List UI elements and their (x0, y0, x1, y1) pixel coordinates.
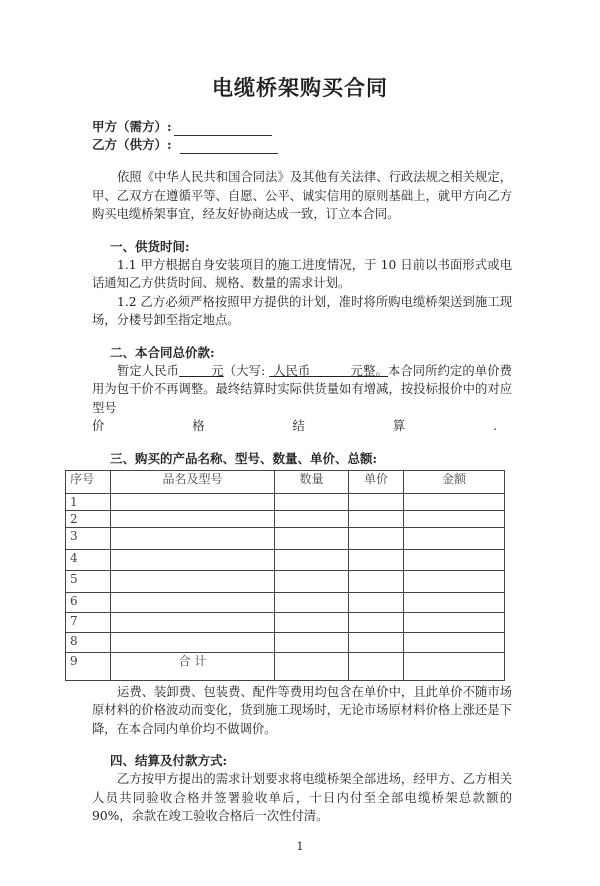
cell-quantity (275, 592, 349, 612)
section-2-spread-line: 价 格 结 算 . (92, 419, 497, 433)
amount-blank: 元 (179, 363, 224, 378)
cell-quantity (275, 549, 349, 570)
section-2-heading: 二、本合同总价款: (110, 344, 215, 360)
table-row (66, 652, 505, 680)
header-unit-price: 单价 (349, 470, 404, 493)
cell-index: 4 (66, 549, 111, 570)
section-3-note: 运费、装卸费、包装费、配件等费用均包含在单价中，且此单价不随市场原材料的价格波动而变化，货到施工现场时，无论市场原材料价格上涨还是下降，在本合同内单价均不做调价。 (92, 684, 512, 736)
cell-unit-price (349, 510, 404, 527)
document-title: 电缆桥架购买合同 (212, 76, 388, 100)
page-number: 1 (296, 840, 304, 853)
cell-amount (404, 549, 505, 570)
cell-name-model (111, 632, 275, 652)
cell-unit-price (349, 527, 404, 549)
cell-name-model (111, 510, 275, 527)
table-row (66, 549, 505, 570)
header-quantity: 数量 (275, 470, 349, 493)
cell-amount (404, 612, 505, 632)
cell-index: 8 (66, 632, 111, 652)
table-row (66, 570, 505, 592)
cell-unit-price (349, 592, 404, 612)
cell-unit-price (349, 493, 404, 510)
cell-unit-price (349, 632, 404, 652)
party-a-line (92, 118, 512, 136)
section-2-paragraph: 暂定人民币 元（大写: 人民币 元整。本合同所约定的单价费用为包干价不再调整。最终结算时实际供货量如有增减，按投标报价中的对应型号 (92, 363, 512, 415)
intro-paragraph: 依照《中华人民共和国合同法》及其他有关法律、行政法规之相关规定，甲、乙双方在遵循平等、自愿、公平、诚实信用的原则基础上，就甲方向乙方购买电缆桥架事宜，经友好协商达成一致，订立本合同。 (92, 170, 512, 221)
party-a-label: 甲方（需方）: (92, 119, 172, 134)
cell-amount (404, 652, 505, 680)
cell-amount (404, 592, 505, 612)
cell-name-model (111, 612, 275, 632)
cell-amount (404, 493, 505, 510)
section-4-paragraph: 乙方按甲方提出的需求计划要求将电缆桥架全部进场，经甲方、乙方相关人员共同验收合格并签署验收单后，十日内付至全部电缆桥架总款额的 90%，余款在竣工验收合格后一次性付清。 (92, 772, 512, 823)
amount-words-blank: 人民币 元整。 (269, 363, 388, 378)
section-1-clause-2: 1.2 乙方必须严格按照甲方提供的计划，准时将所购电缆桥架送到施工现场，分楼号卸至指定地点。 (92, 294, 512, 327)
section-4-heading: 四、结算及付款方式: (110, 753, 228, 768)
cell-index: 2 (66, 510, 111, 527)
cell-name-model (111, 592, 275, 612)
cell-amount (404, 510, 505, 527)
party-b-line (92, 136, 512, 154)
cell-amount (404, 632, 505, 652)
table-row (66, 592, 505, 612)
section-3-heading: 三、购买的产品名称、型号、数量、单价、总额: (110, 450, 378, 466)
table-row (66, 493, 505, 510)
party-b-label: 乙方（供方）: (92, 137, 172, 152)
table-row (66, 510, 505, 527)
cell-index: 5 (66, 570, 111, 592)
cell-unit-price (349, 652, 404, 680)
cell-name-model: 合 计 (111, 652, 275, 680)
cell-unit-price (349, 570, 404, 592)
cell-quantity (275, 493, 349, 510)
cell-quantity (275, 652, 349, 680)
party-a-blank (174, 123, 272, 136)
table-row (66, 632, 505, 652)
cell-amount (404, 570, 505, 592)
cell-index: 7 (66, 612, 111, 632)
section-1-clause-1: 1.1 甲方根据自身安装项目的施工进度情况，于 10 日前以书面形式或电话通知乙方供货时间、规格、数量的需求计划。 (92, 257, 512, 290)
cell-unit-price (349, 612, 404, 632)
document-body (70, 0, 512, 886)
product-table (65, 470, 505, 681)
cell-quantity (275, 510, 349, 527)
table-header-row (66, 470, 505, 493)
cell-index: 6 (66, 592, 111, 612)
table-row (66, 527, 505, 549)
cell-name-model (111, 549, 275, 570)
cell-quantity (275, 632, 349, 652)
cell-name-model (111, 493, 275, 510)
cell-index: 3 (66, 527, 111, 549)
header-amount: 金额 (404, 470, 505, 493)
cell-quantity (275, 570, 349, 592)
cell-name-model (111, 527, 275, 549)
cell-index: 1 (66, 493, 111, 510)
header-name-model: 品名及型号 (111, 470, 275, 493)
section-1-heading: 一、供货时间: (110, 238, 190, 254)
cell-quantity (275, 527, 349, 549)
cell-name-model (111, 570, 275, 592)
party-b-blank (180, 141, 278, 154)
cell-index: 9 (66, 652, 111, 680)
cell-amount (404, 527, 505, 549)
header-index: 序号 (66, 470, 111, 493)
cell-unit-price (349, 549, 404, 570)
table-row (66, 612, 505, 632)
cell-quantity (275, 612, 349, 632)
